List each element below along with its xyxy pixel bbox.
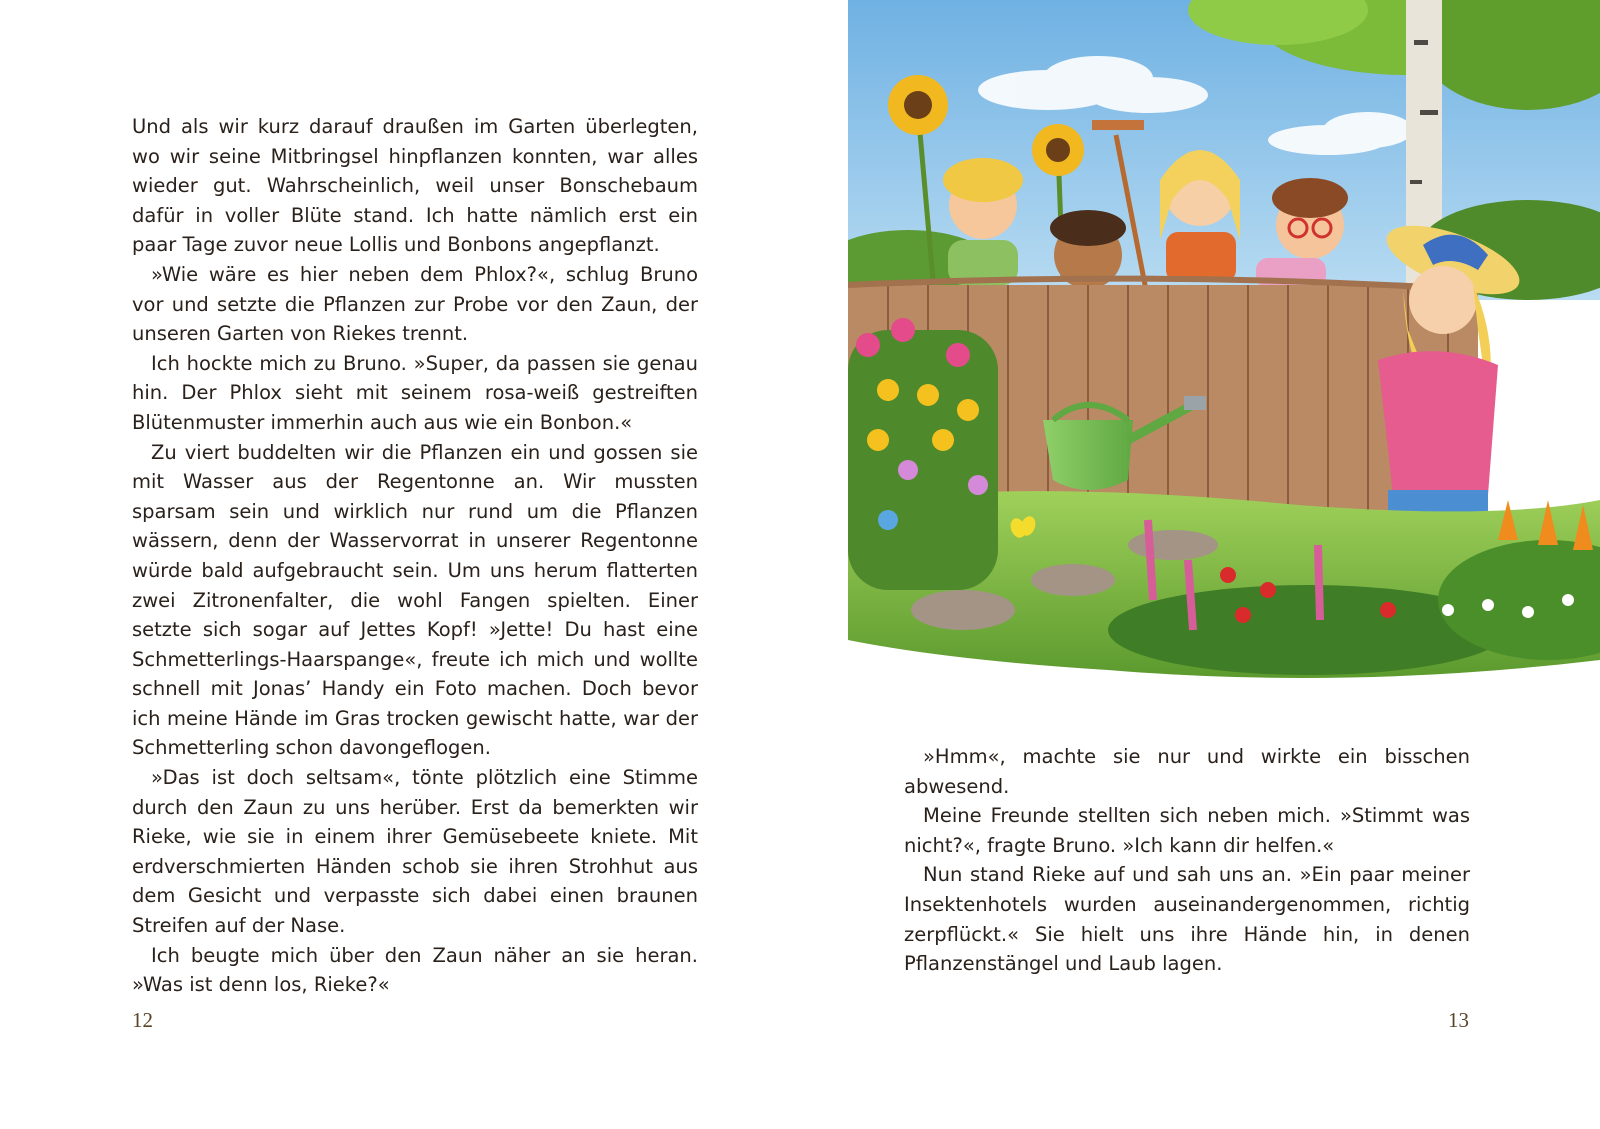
paragraph: Und als wir kurz darauf draußen im Garten überlegten, wo wir seine Mitbringsel hinpflanzen konnten, war alles wieder gut. Wahrscheinlich, weil unser Bonschebaum dafür in voller Blüte stand. Ich hatte nämlich erst ein paar Tage zuvor neue Lollis und Bonbons angepflanzt. xyxy=(132,115,698,257)
right-page xyxy=(848,0,1600,1129)
paragraph: Meine Freunde stellten sich neben mich. »Stimmt was nicht?«, fragte Bruno. »Ich kann dir helfen.« xyxy=(904,804,1470,857)
paragraph: Ich beugte mich über den Zaun näher an sie heran. »Was ist denn los, Rieke?« xyxy=(132,943,698,997)
page-number-right: 13 xyxy=(1448,1008,1469,1032)
paragraph: Nun stand Rieke auf und sah uns an. »Ein paar meiner Insektenhotels wurden auseinandergenommen, richtig zerpflückt.« Sie hielt uns ihre Hände hin, in denen Pflanzenstängel und Laub lagen. xyxy=(904,863,1470,976)
paragraph: »Hmm«, machte sie nur und wirkte ein bisschen abwesend. xyxy=(904,745,1470,798)
paragraph: Zu viert buddelten wir die Pflanzen ein und gossen sie mit Wasser aus der Regentonne an. Wir mussten sparsam sein und wirklich nur rund um die Pflanzen wässern, denn der Wasservorrat in unserer Regentonne würde bald aufgebraucht sein. Um uns herum flatterten zwei Zitronenfalter, die wohl Fangen spielten. Einer setzte sich sogar auf Jettes Kopf! »Jette! Du hast eine Schmetterlings-Haarspange«, freute ich mich und wollte schnell mit Jonas’ Handy ein Foto machen. Doch bevor ich meine Hände im Gras trocken gewischt hatte, war der Schmetterling schon davongeflogen. xyxy=(132,440,698,760)
paragraph: Ich hockte mich zu Bruno. »Super, da passen sie genau hin. Der Phlox sieht mit seinem rosa-weiß gestreiften Blütenmuster immerhin auch aus wie ein Bonbon.« xyxy=(132,351,698,434)
left-page-text xyxy=(132,112,698,1000)
right-page-text xyxy=(904,742,1470,979)
flower-bed-left xyxy=(848,318,998,590)
page-number-left: 12 xyxy=(132,1008,153,1032)
paragraph: »Das ist doch seltsam«, tönte plötzlich eine Stimme durch den Zaun zu uns herüber. Erst da bemerkten wir Rieke, wie sie in einem ihrer Gemüsebeete kniete. Mit erdverschmierten Händen schob sie ihren Strohhut aus dem Gesicht und verpasste sich dabei einen braunen Streifen auf der Nase. xyxy=(132,766,698,938)
paragraph: »Wie wäre es hier neben dem Phlox?«, schlug Bruno vor und setzte die Pflanzen zur Probe vor den Zaun, der unseren Garten von Riekes trennt. xyxy=(132,262,698,346)
garden-illustration xyxy=(848,0,1600,690)
